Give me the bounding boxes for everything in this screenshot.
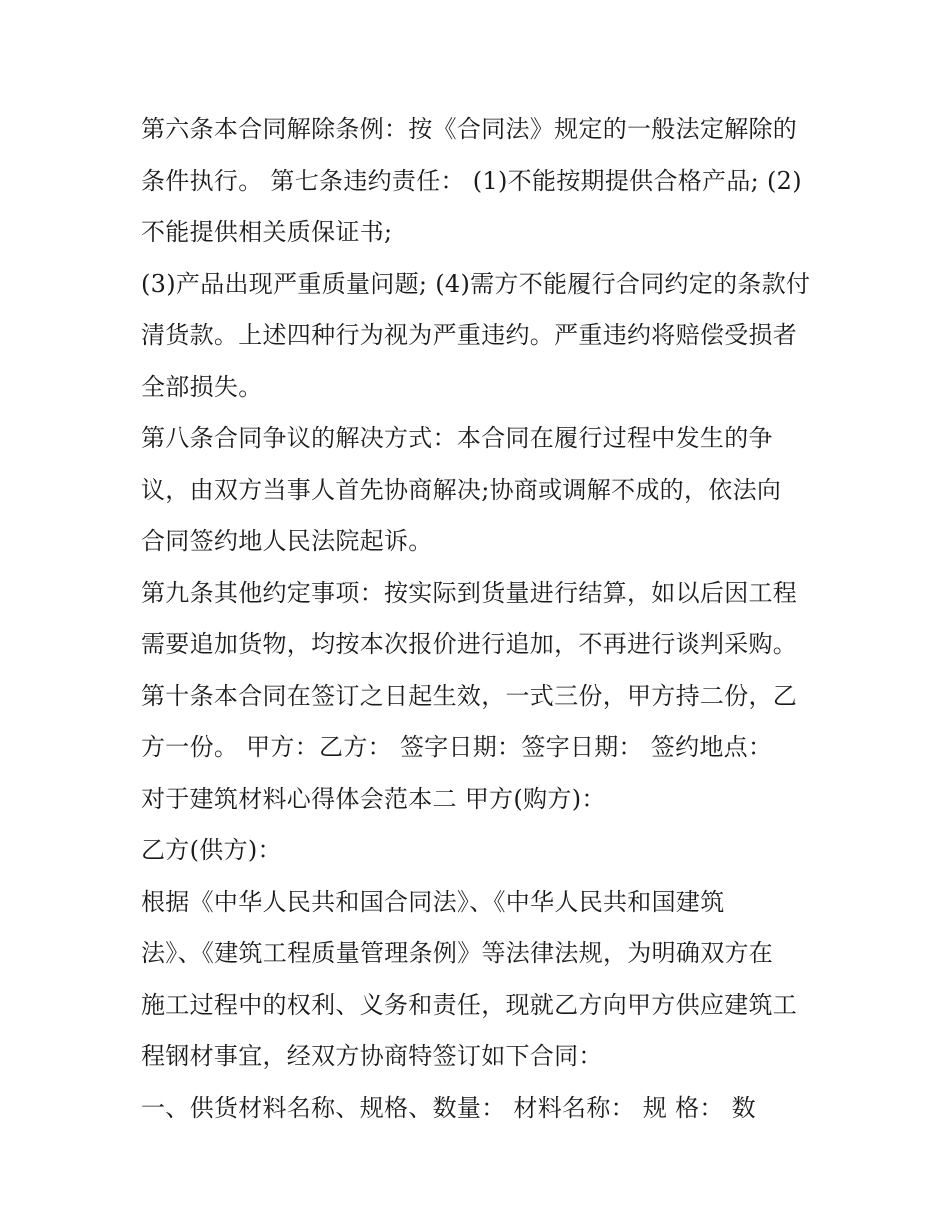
text-line: 第九条其他约定事项：按实际到货量进行结算，如以后因工程 <box>141 578 798 607</box>
text-line: 全部损失。 <box>141 372 263 401</box>
text-line: 第十条本合同在签订之日起生效，一式三份，甲方持二份，乙 <box>141 681 798 710</box>
text-line: 条件执行。 第七条违约责任： (1)不能按期提供合格产品; (2) <box>141 166 802 195</box>
text-line: 对于建筑材料心得体会范本二 甲方(购方)： <box>141 784 606 813</box>
text-line: 乙方(供方)： <box>141 836 282 864</box>
text-line: 程钢材事宜，经双方协商特签订如下合同： <box>141 1042 603 1070</box>
text-line: 需要追加货物，均按本次报价进行追加，不再进行谈判采购。 <box>141 630 798 658</box>
text-line: 第六条本合同解除条例：按《合同法》规定的一般法定解除的 <box>141 115 798 143</box>
text-line: 根据《中华人民共和国合同法》、《中华人民共和国建筑 <box>141 887 725 916</box>
text-line: 方一份。 甲方：乙方： 签字日期：签字日期： 签约地点： <box>141 733 773 761</box>
text-line: 法》、《建筑工程质量管理条例》等法律法规，为明确双方在 <box>141 939 774 967</box>
text-line: 一、供货材料名称、规格、数量： 材料名称： 规 格： 数 <box>141 1093 756 1122</box>
text-line: 不能提供相关质保证书; <box>141 218 393 246</box>
text-line: 议，由双方当事人首先协商解决;协商或调解不成的，依法向 <box>141 475 782 504</box>
text-line: (3)产品出现严重质量问题; (4)需方不能履行合同约定的条款付 <box>141 269 811 298</box>
document-body <box>141 104 821 1134</box>
text-line: 施工过程中的权利、义务和责任，现就乙方向甲方供应建筑工 <box>141 990 798 1019</box>
text-line: 清货款。上述四种行为视为严重违约。严重违约将赔偿受损者 <box>141 321 798 349</box>
text-line: 合同签约地人民法院起诉。 <box>141 527 433 555</box>
text-line: 第八条合同争议的解决方式：本合同在履行过程中发生的争 <box>141 424 773 452</box>
